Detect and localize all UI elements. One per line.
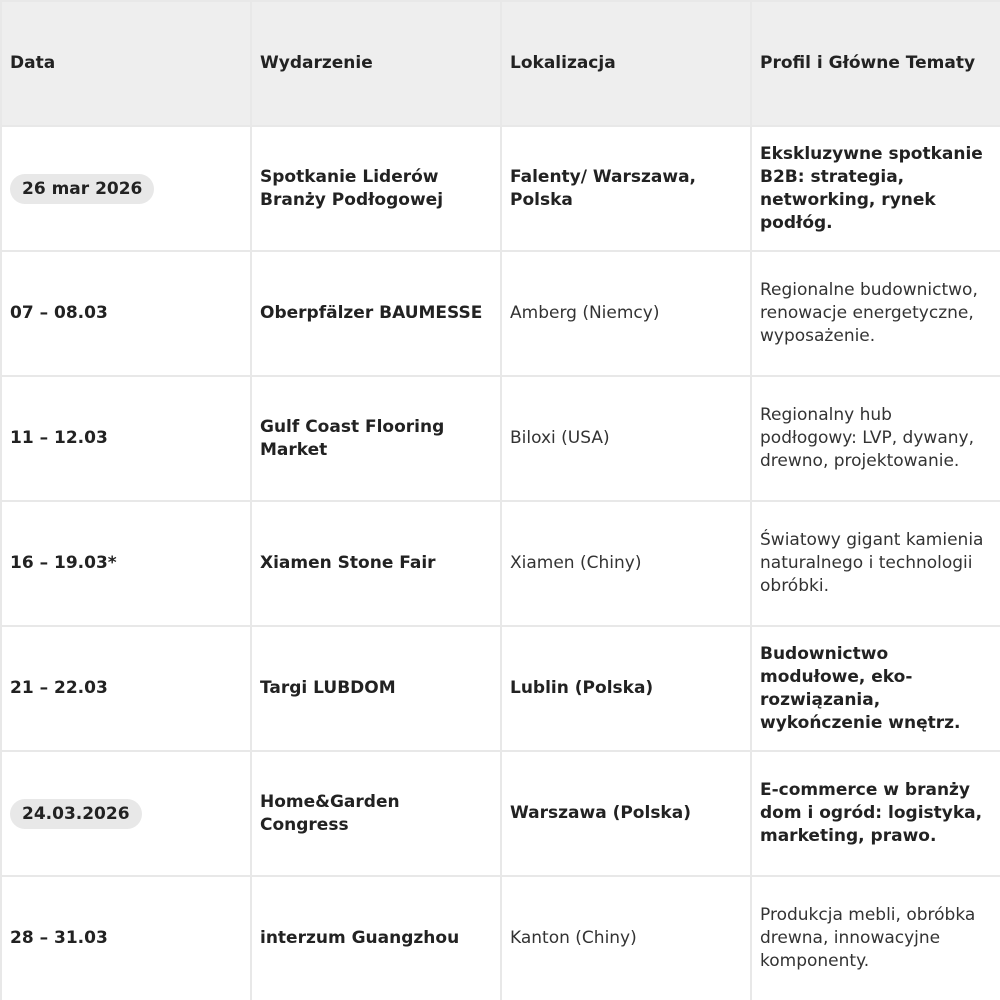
profile-cell: Budownictwo modułowe, eko-rozwiązania, wykończenie wnętrz. xyxy=(751,626,1000,751)
profile-cell: Ekskluzywne spotkanie B2B: strategia, networking, rynek podłóg. xyxy=(751,126,1000,251)
event-cell: interzum Guangzhou xyxy=(251,876,501,1000)
table-header-row xyxy=(1,1,1000,126)
location-cell: Amberg (Niemcy) xyxy=(501,251,751,376)
profile-cell: Światowy gigant kamienia naturalnego i technologii obróbki. xyxy=(751,501,1000,626)
table-row xyxy=(1,626,1000,751)
date-badge: 26 mar 2026 xyxy=(10,174,154,204)
table-row xyxy=(1,501,1000,626)
event-cell: Gulf Coast Flooring Market xyxy=(251,376,501,501)
event-cell: Xiamen Stone Fair xyxy=(251,501,501,626)
profile-cell: Regionalne budownictwo, renowacje energetyczne, wyposażenie. xyxy=(751,251,1000,376)
date-cell: 21 – 22.03 xyxy=(1,626,251,751)
location-cell: Biloxi (USA) xyxy=(501,376,751,501)
event-cell: Spotkanie Liderów Branży Podłogowej xyxy=(251,126,501,251)
location-cell: Warszawa (Polska) xyxy=(501,751,751,876)
header-profile: Profil i Główne Tematy xyxy=(751,1,1000,126)
date-cell: 07 – 08.03 xyxy=(1,251,251,376)
date-badge: 24.03.2026 xyxy=(10,799,142,829)
table-row xyxy=(1,376,1000,501)
date-cell: 16 – 19.03* xyxy=(1,501,251,626)
profile-cell: E-commerce w branży dom i ogród: logistyka, marketing, prawo. xyxy=(751,751,1000,876)
table-row xyxy=(1,126,1000,251)
location-cell: Xiamen (Chiny) xyxy=(501,501,751,626)
table-row xyxy=(1,751,1000,876)
header-event: Wydarzenie xyxy=(251,1,501,126)
location-cell: Lublin (Polska) xyxy=(501,626,751,751)
date-cell xyxy=(1,751,251,876)
profile-cell: Regionalny hub podłogowy: LVP, dywany, drewno, projektowanie. xyxy=(751,376,1000,501)
event-cell: Oberpfälzer BAUMESSE xyxy=(251,251,501,376)
date-cell: 11 – 12.03 xyxy=(1,376,251,501)
header-location: Lokalizacja xyxy=(501,1,751,126)
table-row xyxy=(1,251,1000,376)
date-cell: 28 – 31.03 xyxy=(1,876,251,1000)
date-cell xyxy=(1,126,251,251)
profile-cell: Produkcja mebli, obróbka drewna, innowacyjne komponenty. xyxy=(751,876,1000,1000)
event-cell: Home&Garden Congress xyxy=(251,751,501,876)
event-cell: Targi LUBDOM xyxy=(251,626,501,751)
location-cell: Kanton (Chiny) xyxy=(501,876,751,1000)
header-date: Data xyxy=(1,1,251,126)
location-cell: Falenty/ Warszawa, Polska xyxy=(501,126,751,251)
table-row xyxy=(1,876,1000,1000)
